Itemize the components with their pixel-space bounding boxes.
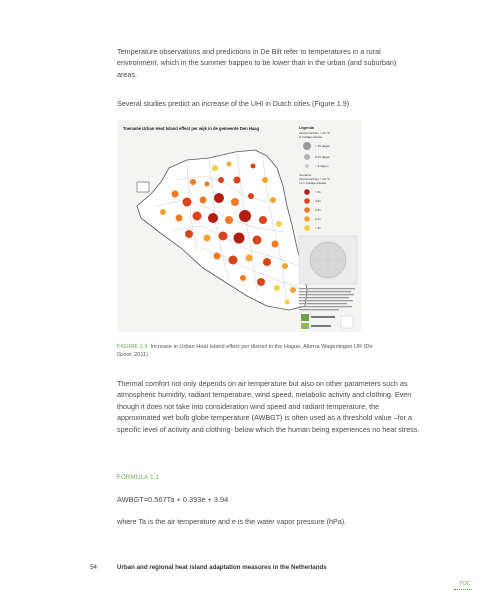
caption-text: Increase in Urban Heat Island effect per district in the Hague. Alterra Wageningen UR (De Groot, 2011).: [117, 344, 373, 358]
legend-grey-2: 8-15 dagen: [315, 155, 331, 159]
legend-color-4: 2-3x: [315, 217, 321, 221]
formula-equation: AWBGT=0.567Ta + 0.393e + 3.94: [117, 495, 229, 504]
legend-grey-1: > 15 dagen: [315, 144, 331, 148]
legend-color-2: 4-5x: [315, 199, 321, 203]
legend-heading: Legenda: [299, 126, 314, 130]
legend-grey-3: < 8 dagen: [315, 164, 329, 168]
legend: [299, 126, 357, 329]
map-outline: [137, 150, 307, 310]
figure-caption: [117, 343, 377, 359]
figure-uhi-map: [117, 120, 361, 332]
legend-sub1: Aantal nachten > 20 °C: [299, 131, 330, 135]
formula-label: FORMULA 1.1: [117, 475, 160, 481]
legend-sub2: in huidige situatie: [299, 135, 323, 139]
toc-link[interactable]: TOC: [459, 581, 471, 587]
paragraph-rural-temperatures: Temperature observations and predictions in De Bilt refer to temperatures in a rural environment, which in the summer happen to be lower than in the urban (and suburban) areas.: [117, 47, 397, 79]
legend-color-5: < 2x: [315, 226, 321, 230]
paragraph-uhi-predictions: Several studies predict an increase of the UHI in Dutch cities (Figure 1.9).: [117, 99, 352, 108]
formula-explanation: where Ta is the air temperature and e is the water vapor pressure (hPa).: [117, 517, 347, 526]
figure-title: Toename Urban Heat Island effect per wijk in de gemeente Den Haag: [123, 126, 260, 131]
ministry-logo: [301, 323, 309, 329]
uhi-map-image: [117, 120, 361, 332]
legend-notes: [299, 288, 355, 310]
page-number: 54: [90, 564, 97, 571]
legend-sub3: Toename: [299, 173, 312, 177]
alterra-logo: [301, 314, 309, 321]
toc-underline: [454, 589, 472, 590]
legend-sub4: Aantal nachten > 20 °C: [299, 177, 330, 181]
paragraph-thermal-comfort: Thermal comfort not only depends on air temperature but also on other parameters such as atmospheric humidity, radiant temperature, wind speed, metabolic activity and clothing. Even though it does not take into consideration wind speed and radiant temperature, the approximated wet bulb globe temperature (AWBGT) is often used as a threshold value –for a specific level of activity and clothing- below which the human being experiences no heat stress.: [117, 379, 420, 434]
legend-color-1: > 5x: [315, 190, 321, 194]
wageningen-logo: [341, 316, 353, 328]
caption-label: FIGURE 1.9: [117, 344, 148, 350]
running-title: Urban and regional heat island adaptation measures in the Netherlands: [117, 564, 327, 571]
legend-color-3: 3-4x: [315, 208, 321, 212]
legend-sub5: t.o.v. huidige situatie: [299, 181, 327, 185]
